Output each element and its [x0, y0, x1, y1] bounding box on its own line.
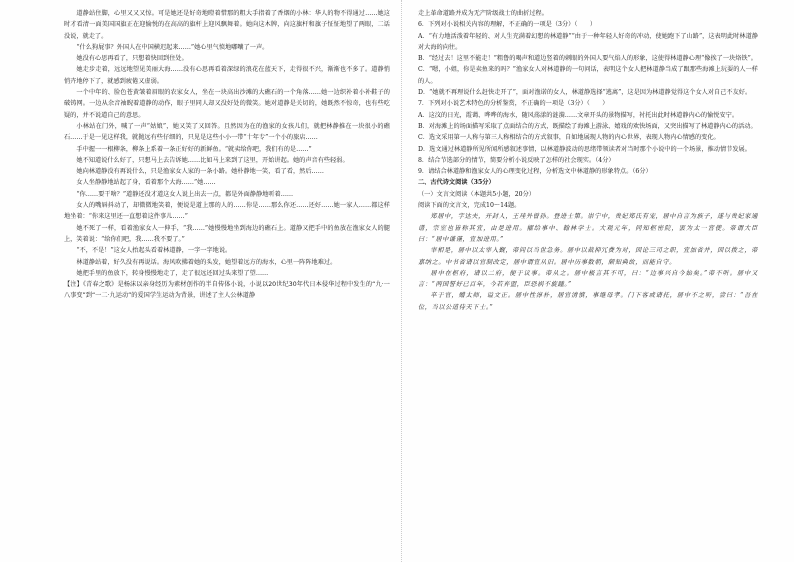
right-column-paragraph: C．“嗯，小姐，你是卖鱼来的吗？”渔家女人对林道静的一句问话，表明这个女人把林道静当成了跟那些海滩上玩耍的人一样的人。 — [418, 66, 758, 85]
right-column-paragraph: A．“有力地活泼着年轻的、对人生充满着幻想的林道静”“由于一种年轻人好奇的冲动，使她跑下了山路”，这表明此时林道静对大海的向往。 — [418, 32, 758, 51]
column-divider — [401, 0, 410, 562]
left-column-paragraph: 她向林道静没有再说什么，只是渔家女人家的一条小路。她朴静地一笑，看了看，然后…… — [76, 168, 324, 176]
right-column-paragraph: 阅读下面的文言文，完成10～14题。 — [418, 202, 521, 210]
left-column-paragraph: 小林站在门外，喊了一声“姑娘”，她又笑了又回答。且然因为在的渔家的女孩儿们，就把林静推在一块很小的礁石……于是一见这样我，就抛远有些仔细的，只见是这些小小一带“十年专”一个小的旅店…… — [64, 122, 390, 142]
right-column-paragraph: 6．下列对小说相关内容的理解，不正确的一项是（3分）（ ） — [418, 21, 597, 29]
right-column-paragraph: B．对海滩上的场面描写采取了点面结合的方式，既描绘了海滩上游泳、嬉戏的欢快场面，又突出描写了林道静内心的活动。 — [418, 122, 757, 130]
right-column-paragraph: 二、古代诗文阅读（35分） — [418, 179, 495, 187]
right-column-paragraph: B．“经过去！这里不能走！”粗鲁的喝声和道边竖着的刺眼的外国人要气焰人的形象，这使得林道静心理“像挨了一块烙铁”。 — [418, 55, 757, 63]
right-column-paragraph: A．这汶的日光，霞蔼、哗哗的海水，随风荡漾的涟漪……文章开头的景物描写，衬托出此时林道静内心的愉悦安宁。 — [418, 111, 739, 119]
left-column-paragraph: 林道静站着，好久没有再说话。海风吹拂着她的头发，她望着远方的海水，心里一阵阵地难过。 — [76, 258, 337, 266]
right-column-paragraph: 宰相是，居中以太宰入觐，帝问以当世急务。居中以裁抑冗费为对，因论三司之职，宜加省并，因以拨之，帝嘉纳之。中书省请以官制改定，居中谓宜从旧。居中历事数朝，颇知典故，而能自守。 — [418, 247, 758, 266]
left-column-paragraph: 一个中年的、脸色苍黄皱着眉眼的农家女人，坐在一块高出沙滩的大礁石的一个角落……她一边织补着小补鞋子的破铸网。一边从余音袖睨着道静的动作，眼子里同人却又没好处的微笑。她对道静是关切的，她既然不惊奇，也有些吃疑的，并不说道自己的意思。 — [64, 89, 390, 119]
left-column-paragraph: 道静站住脚，心里又又又惊。可是她还是好奇地瞪着惜那的粗大手指着了香烟的小林：华人的物不得通过……她这时才看清一面美国国旗正在迎愉悦的在高高的旗杆上迎风飘舞着。她向这木牌，向这旗杆和旗子怔怔地望了两眼，二话没说，就走了。 — [64, 10, 390, 40]
left-column-paragraph: 女人坐静静地站起了身，看着那个大海……”她…… — [76, 179, 216, 187]
right-column-paragraph: 居中在枢府，请以二府，便于议事。帝从之。居中极言其不可，曰：“边事兴自今始矣。”帝不听。居中又言：“两国誓好已百年，今若弃盟，臣恐祸不旋踵。” — [418, 269, 758, 289]
left-column-paragraph: “你……要干啥？”道静还没才道这女人说上出去一点，都是外面静静地听着…… — [76, 190, 294, 198]
right-column — [418, 8, 758, 556]
left-column-paragraph: 她不知道说什么好了，只想马上去告诉她……比如马上来到了这里，开始讲起。她的声音有些轻弱。 — [76, 156, 349, 164]
left-column-paragraph: 她走步走着，远远地望见美丽大海……没有心思再看着深绿的浪花在蓝天下，走得很不兴，渐渐也不多了。道静悄悄卉地停下了，就感到疲倦又虚弱。 — [64, 66, 390, 85]
left-column-paragraph: 【注】《青春之歌》是杨沫以亲身经历为素材创作的半自传体小说，小说以20世纪30年代日本侵华过程中发生的“九·一八事变”到“一二·九运动”的爱国学生运动为背景，讲述了主人公林道静 — [64, 281, 390, 300]
right-column-paragraph: （一）文言文阅读（本题共5小题，20分） — [418, 190, 535, 198]
left-column-paragraph: 女人的嘴唇抖动了，却微微地笑着，便说是道上那的人的……你是……那么你还……还好……她一家人……都这样地坐着：“你来这里还一直想着这件事儿……” — [64, 202, 390, 221]
right-column-paragraph: 7．下列对小说艺术特色的分析鉴赏，不正确的一项是（3分）（ ） — [418, 100, 609, 108]
left-column-paragraph: 她没有心思再看了，只想着快回到住处。 — [76, 55, 188, 63]
right-column-paragraph: 9．请结合林道静和渔家女人的心理变化过程，分析选文中林道静的形象特点。（6分） — [418, 168, 652, 176]
right-column-paragraph: 8．结合节选部分的情节，简要分析小说反映了怎样的社会现实。（4分） — [418, 156, 615, 164]
right-column-paragraph: 郑居中，字达夫，开封人，王珪外曾孙。登进士第。崇宁中，贵妃郑氏有宠，居中自言为族子，遂与贵妃家通谱，宗室也皆称其宜，由是进用。擢给事中、翰林学士。大观元年，同知枢密院，罢为太一宫使。帝谓大臣曰：“居中谦谨，宜加进用。” — [418, 213, 758, 243]
left-column-paragraph: “什么狗屁事？外国人在中国横迟起来……”她心里气愤地嘟囔了一声。 — [76, 43, 269, 51]
right-column-paragraph: 走上革命道路并成为无产阶级战士的曲折过程。 — [418, 10, 548, 17]
right-column-paragraph: 卒于官，赠太师，谥文正。居中性淳朴，居官清慎，事继母孝。门下客或请托，居中不之听，尝曰：“吾在位，当以公道待天下士。” — [418, 292, 758, 311]
left-column-paragraph: “不，不是！”这女人抬起头看着林道静，一字一字地说。 — [76, 247, 232, 255]
left-column-paragraph: 她把手里的鱼放下，转身慢慢地走了，走了很远还回过头来望了望…… — [76, 269, 269, 277]
right-column-paragraph: D．“她就不再理说什么赶快走开了”，面对渔诺的女人，林道静选择“逃离”，这是因为林道静觉得这个女人对自己不友好。 — [418, 89, 752, 97]
left-column-paragraph: 她不死了一样，看着渔家女人一伸手，“我……”她慢慢地坐到海边的礁石上。道静又把手中的鱼放在渔家女人的腿上，笑着说：“给你们吧，我……我不要了。” — [64, 224, 390, 243]
left-column-paragraph: 手中握一一根柳条，柳条上系着一条正好好的新鲜鱼。“就卖给你吧，我们有的是……” — [76, 145, 312, 153]
left-column — [64, 8, 390, 556]
right-column-paragraph: D．选文通过林道静所见所闻所感叙述事情，以林道静波动的思绪带领读者对当时那个小说中的一个场景，推动情节发展。 — [418, 145, 751, 153]
right-column-paragraph: C．选文采用第一人称与第三人称相结合的方式叙事，自如地展现人物的内心世界，表现人物内心情感的变化。 — [418, 134, 720, 142]
